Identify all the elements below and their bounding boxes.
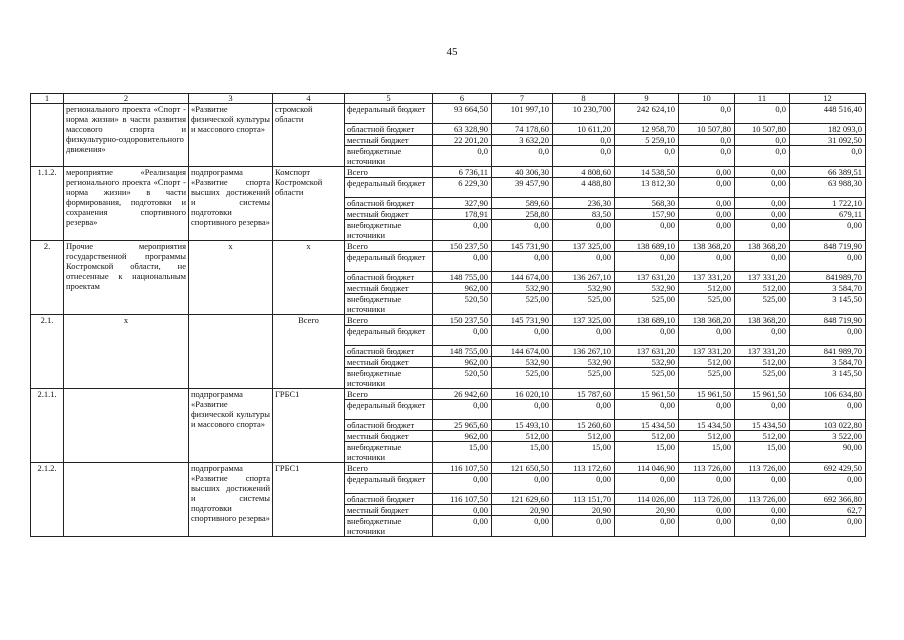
amount-cell: 137 631,20 (615, 272, 679, 283)
amount-cell: 0,00 (553, 400, 615, 420)
amount-cell: 512,00 (679, 283, 735, 294)
amount-cell: 0,00 (735, 167, 790, 178)
funding-source-cell: местный бюджет (345, 357, 433, 368)
funding-source-cell: федеральный бюджет (345, 178, 433, 198)
amount-cell: 113 726,00 (735, 463, 790, 474)
funding-source-cell: областной бюджет (345, 346, 433, 357)
amount-cell: 116 107,50 (433, 463, 492, 474)
amount-cell: 520,50 (433, 294, 492, 315)
amount-cell: 242 624,10 (615, 104, 679, 124)
amount-cell: 0,00 (735, 326, 790, 346)
header-cell: 7 (492, 94, 553, 104)
amount-cell: 848 719,90 (790, 241, 866, 252)
amount-cell: 0,0 (679, 135, 735, 146)
amount-cell: 0,0 (735, 104, 790, 124)
amount-cell: 150 237,50 (433, 241, 492, 252)
amount-cell: 15,00 (492, 442, 553, 463)
header-cell: 2 (64, 94, 189, 104)
amount-cell: 0,00 (553, 474, 615, 494)
amount-cell: 512,00 (679, 431, 735, 442)
amount-cell: 532,90 (553, 283, 615, 294)
program-cell: подпрограмма «Развитие спорта высших достижений и системы подготовки спортивного резерва» (189, 463, 273, 537)
amount-cell: 520,50 (433, 368, 492, 389)
funding-source-cell: Всего (345, 241, 433, 252)
amount-cell: 0,00 (492, 516, 553, 537)
amount-cell: 532,90 (492, 283, 553, 294)
amount-cell: 148 755,00 (433, 346, 492, 357)
amount-cell: 15 434,50 (615, 420, 679, 431)
amount-cell: 512,00 (492, 431, 553, 442)
amount-cell: 148 755,00 (433, 272, 492, 283)
amount-cell: 113 726,00 (679, 463, 735, 474)
amount-cell: 113 172,60 (553, 463, 615, 474)
amount-cell: 0,00 (790, 400, 866, 420)
amount-cell: 121 650,50 (492, 463, 553, 474)
amount-cell: 138 689,10 (615, 241, 679, 252)
table-row (31, 104, 866, 124)
amount-cell: 525,00 (679, 368, 735, 389)
header-cell: 4 (273, 94, 345, 104)
amount-cell: 5 259,10 (615, 135, 679, 146)
amount-cell: 0,00 (492, 400, 553, 420)
amount-cell: 20,90 (615, 505, 679, 516)
amount-cell: 0,0 (615, 146, 679, 167)
amount-cell: 83,50 (553, 209, 615, 220)
funding-source-cell: федеральный бюджет (345, 252, 433, 272)
amount-cell: 692 429,50 (790, 463, 866, 474)
funding-source-cell: местный бюджет (345, 135, 433, 146)
amount-cell: 136 267,10 (553, 346, 615, 357)
program-cell: «Развитие физической культуры и массового спорта» (189, 104, 273, 167)
amount-cell: 0,00 (735, 505, 790, 516)
amount-cell: 0,00 (735, 220, 790, 241)
amount-cell: 63 328,90 (433, 124, 492, 135)
amount-cell: 962,00 (433, 283, 492, 294)
amount-cell: 525,00 (492, 294, 553, 315)
header-cell: 10 (679, 94, 735, 104)
amount-cell: 568,30 (615, 198, 679, 209)
amount-cell: 0,0 (553, 146, 615, 167)
amount-cell: 15 961,50 (615, 389, 679, 400)
amount-cell: 3 145,50 (790, 294, 866, 315)
amount-cell: 10 507,80 (735, 124, 790, 135)
row-code-cell (31, 104, 64, 167)
amount-cell: 101 997,10 (492, 104, 553, 124)
amount-cell: 532,90 (615, 357, 679, 368)
program-cell: подпрограмма «Развитие спорта высших достижений и системы подготовки спортивного резерва» (189, 167, 273, 241)
amount-cell: 113 151,70 (553, 494, 615, 505)
header-cell: 1 (31, 94, 64, 104)
amount-cell: 0,00 (790, 326, 866, 346)
funding-source-cell: областной бюджет (345, 494, 433, 505)
amount-cell: 0,00 (433, 326, 492, 346)
amount-cell: 22 201,20 (433, 135, 492, 146)
program-cell: х (189, 241, 273, 315)
amount-cell: 0,0 (735, 135, 790, 146)
amount-cell: 512,00 (615, 431, 679, 442)
amount-cell: 0,00 (433, 220, 492, 241)
amount-cell: 15 961,50 (735, 389, 790, 400)
amount-cell: 0,00 (679, 167, 735, 178)
header-cell: 5 (345, 94, 433, 104)
amount-cell: 0,00 (433, 252, 492, 272)
event-name-cell: х (64, 315, 189, 389)
amount-cell: 512,00 (735, 283, 790, 294)
executor-cell: Всего (273, 315, 345, 389)
funding-source-cell: внебюджетные источники (345, 516, 433, 537)
amount-cell: 178,91 (433, 209, 492, 220)
amount-cell: 15,00 (735, 442, 790, 463)
amount-cell: 0,0 (433, 146, 492, 167)
amount-cell: 0,00 (615, 220, 679, 241)
amount-cell: 137 325,00 (553, 241, 615, 252)
amount-cell: 525,00 (553, 368, 615, 389)
amount-cell: 15 787,60 (553, 389, 615, 400)
amount-cell: 0,00 (492, 474, 553, 494)
amount-cell: 0,0 (790, 146, 866, 167)
amount-cell: 0,00 (679, 516, 735, 537)
amount-cell: 137 331,20 (679, 346, 735, 357)
amount-cell: 0,00 (679, 209, 735, 220)
amount-cell: 63 988,30 (790, 178, 866, 198)
amount-cell: 113 726,00 (679, 494, 735, 505)
row-code-cell: 2.1.1. (31, 389, 64, 463)
header-cell: 12 (790, 94, 866, 104)
amount-cell: 25 965,60 (433, 420, 492, 431)
amount-cell: 0,00 (492, 326, 553, 346)
amount-cell: 0,0 (553, 135, 615, 146)
row-code-cell: 2.1. (31, 315, 64, 389)
funding-source-cell: областной бюджет (345, 198, 433, 209)
amount-cell: 0,00 (790, 220, 866, 241)
amount-cell: 4 808,60 (553, 167, 615, 178)
amount-cell: 962,00 (433, 431, 492, 442)
amount-cell: 150 237,50 (433, 315, 492, 326)
funding-source-cell: федеральный бюджет (345, 104, 433, 124)
funding-source-cell: федеральный бюджет (345, 474, 433, 494)
amount-cell: 525,00 (492, 368, 553, 389)
amount-cell: 0,00 (735, 400, 790, 420)
table-row (31, 463, 866, 474)
header-cell: 11 (735, 94, 790, 104)
header-cell: 9 (615, 94, 679, 104)
amount-cell: 525,00 (735, 368, 790, 389)
amount-cell: 137 331,20 (735, 272, 790, 283)
amount-cell: 0,0 (735, 146, 790, 167)
funding-source-cell: внебюджетные источники (345, 294, 433, 315)
amount-cell: 0,00 (615, 516, 679, 537)
amount-cell: 66 389,51 (790, 167, 866, 178)
amount-cell: 0,0 (679, 104, 735, 124)
amount-cell: 10 611,20 (553, 124, 615, 135)
amount-cell: 692 366,80 (790, 494, 866, 505)
amount-cell: 137 331,20 (735, 346, 790, 357)
funding-source-cell: внебюджетные источники (345, 368, 433, 389)
funding-source-cell: местный бюджет (345, 505, 433, 516)
amount-cell: 15,00 (679, 442, 735, 463)
funding-source-cell: областной бюджет (345, 420, 433, 431)
amount-cell: 512,00 (679, 357, 735, 368)
amount-cell: 0,00 (492, 252, 553, 272)
amount-cell: 137 631,20 (615, 346, 679, 357)
table-header-row (31, 94, 866, 104)
amount-cell: 182 093,0 (790, 124, 866, 135)
amount-cell: 0,0 (492, 146, 553, 167)
amount-cell: 532,90 (553, 357, 615, 368)
amount-cell: 841989,70 (790, 272, 866, 283)
amount-cell: 525,00 (735, 294, 790, 315)
executor-cell: Комспорт Костромской области (273, 167, 345, 241)
amount-cell: 3 632,20 (492, 135, 553, 146)
amount-cell: 0,00 (679, 474, 735, 494)
amount-cell: 0,00 (735, 178, 790, 198)
amount-cell: 15 961,50 (679, 389, 735, 400)
amount-cell: 39 457,90 (492, 178, 553, 198)
amount-cell: 525,00 (679, 294, 735, 315)
amount-cell: 14 538,50 (615, 167, 679, 178)
amount-cell: 144 674,00 (492, 346, 553, 357)
amount-cell: 15,00 (433, 442, 492, 463)
page-number: 45 (446, 46, 458, 58)
amount-cell: 0,00 (433, 516, 492, 537)
amount-cell: 0,00 (615, 400, 679, 420)
amount-cell: 589,60 (492, 198, 553, 209)
amount-cell: 1 722,10 (790, 198, 866, 209)
amount-cell: 4 488,80 (553, 178, 615, 198)
amount-cell: 841 989,70 (790, 346, 866, 357)
amount-cell: 3 584,70 (790, 357, 866, 368)
amount-cell: 15,00 (615, 442, 679, 463)
amount-cell: 138 368,20 (679, 241, 735, 252)
amount-cell: 145 731,90 (492, 241, 553, 252)
amount-cell: 0,00 (679, 198, 735, 209)
amount-cell: 15 260,60 (553, 420, 615, 431)
funding-source-cell: внебюджетные источники (345, 146, 433, 167)
amount-cell: 16 020,10 (492, 389, 553, 400)
amount-cell: 512,00 (553, 431, 615, 442)
funding-source-cell: областной бюджет (345, 272, 433, 283)
table-row (31, 241, 866, 252)
amount-cell: 532,90 (615, 283, 679, 294)
amount-cell: 0,00 (790, 474, 866, 494)
amount-cell: 0,00 (735, 516, 790, 537)
funding-source-cell: внебюджетные источники (345, 442, 433, 463)
amount-cell: 848 719,90 (790, 315, 866, 326)
amount-cell: 103 022,80 (790, 420, 866, 431)
amount-cell: 0,00 (433, 505, 492, 516)
table-row (31, 315, 866, 326)
funding-source-cell: местный бюджет (345, 283, 433, 294)
amount-cell: 13 812,30 (615, 178, 679, 198)
amount-cell: 6 736,11 (433, 167, 492, 178)
amount-cell: 0,00 (433, 400, 492, 420)
header-cell: 3 (189, 94, 273, 104)
amount-cell: 20,90 (492, 505, 553, 516)
amount-cell: 0,00 (553, 326, 615, 346)
amount-cell: 525,00 (553, 294, 615, 315)
amount-cell: 15 434,50 (735, 420, 790, 431)
amount-cell: 679,11 (790, 209, 866, 220)
amount-cell: 26 942,60 (433, 389, 492, 400)
amount-cell: 0,00 (553, 252, 615, 272)
executor-cell: х (273, 241, 345, 315)
amount-cell: 0,00 (553, 516, 615, 537)
funding-source-cell: внебюджетные источники (345, 220, 433, 241)
amount-cell: 512,00 (735, 431, 790, 442)
amount-cell: 114 026,00 (615, 494, 679, 505)
amount-cell: 40 306,30 (492, 167, 553, 178)
program-cell: подпрограмма «Развитие физической культуры и массового спорта» (189, 389, 273, 463)
amount-cell: 0,00 (735, 198, 790, 209)
funding-source-cell: областной бюджет (345, 124, 433, 135)
funding-source-cell: Всего (345, 389, 433, 400)
amount-cell: 0,00 (679, 326, 735, 346)
amount-cell: 0,00 (679, 400, 735, 420)
amount-cell: 0,00 (735, 252, 790, 272)
amount-cell: 138 368,20 (735, 241, 790, 252)
amount-cell: 31 092,50 (790, 135, 866, 146)
amount-cell: 137 331,20 (679, 272, 735, 283)
header-cell: 6 (433, 94, 492, 104)
amount-cell: 962,00 (433, 357, 492, 368)
amount-cell: 236,30 (553, 198, 615, 209)
event-name-cell: Прочие мероприятия государственной программы Костромской области, не отнесенные к национальным проектам (64, 241, 189, 315)
amount-cell: 525,00 (615, 368, 679, 389)
amount-cell: 3 584,70 (790, 283, 866, 294)
funding-source-cell: Всего (345, 463, 433, 474)
event-name-cell (64, 389, 189, 463)
amount-cell: 116 107,50 (433, 494, 492, 505)
amount-cell: 15,00 (553, 442, 615, 463)
amount-cell: 137 325,00 (553, 315, 615, 326)
row-code-cell: 2.1.2. (31, 463, 64, 537)
amount-cell: 145 731,90 (492, 315, 553, 326)
amount-cell: 62,7 (790, 505, 866, 516)
row-code-cell: 2. (31, 241, 64, 315)
event-name-cell (64, 463, 189, 537)
amount-cell: 15 493,10 (492, 420, 553, 431)
amount-cell: 15 434,50 (679, 420, 735, 431)
amount-cell: 113 726,00 (735, 494, 790, 505)
table-row (31, 167, 866, 178)
amount-cell: 136 267,10 (553, 272, 615, 283)
amount-cell: 12 958,70 (615, 124, 679, 135)
amount-cell: 258,80 (492, 209, 553, 220)
amount-cell: 90,00 (790, 442, 866, 463)
amount-cell: 3 145,50 (790, 368, 866, 389)
amount-cell: 144 674,00 (492, 272, 553, 283)
amount-cell: 0,00 (615, 252, 679, 272)
amount-cell: 512,00 (735, 357, 790, 368)
amount-cell: 327,90 (433, 198, 492, 209)
funding-source-cell: местный бюджет (345, 209, 433, 220)
amount-cell: 10 230,700 (553, 104, 615, 124)
funding-source-cell: местный бюджет (345, 431, 433, 442)
table-row (31, 389, 866, 400)
program-cell (189, 315, 273, 389)
executor-cell: стромской области (273, 104, 345, 167)
amount-cell: 121 629,60 (492, 494, 553, 505)
amount-cell: 106 634,80 (790, 389, 866, 400)
amount-cell: 0,00 (553, 220, 615, 241)
amount-cell: 3 522,00 (790, 431, 866, 442)
amount-cell: 138 368,20 (735, 315, 790, 326)
amount-cell: 0,00 (679, 252, 735, 272)
amount-cell: 138 689,10 (615, 315, 679, 326)
amount-cell: 532,90 (492, 357, 553, 368)
amount-cell: 74 178,60 (492, 124, 553, 135)
amount-cell: 20,90 (553, 505, 615, 516)
amount-cell: 0,00 (790, 252, 866, 272)
amount-cell: 0,00 (790, 516, 866, 537)
amount-cell: 157,90 (615, 209, 679, 220)
funding-source-cell: федеральный бюджет (345, 400, 433, 420)
amount-cell: 0,00 (735, 209, 790, 220)
amount-cell: 10 507,80 (679, 124, 735, 135)
amount-cell: 0,00 (492, 220, 553, 241)
funding-source-cell: Всего (345, 167, 433, 178)
amount-cell: 525,00 (615, 294, 679, 315)
amount-cell: 0,00 (615, 474, 679, 494)
amount-cell: 138 368,20 (679, 315, 735, 326)
funding-source-cell: федеральный бюджет (345, 326, 433, 346)
amount-cell: 448 516,40 (790, 104, 866, 124)
amount-cell: 0,00 (615, 326, 679, 346)
row-code-cell: 1.1.2. (31, 167, 64, 241)
amount-cell: 0,00 (679, 505, 735, 516)
amount-cell: 0,00 (679, 220, 735, 241)
amount-cell: 0,00 (679, 178, 735, 198)
executor-cell: ГРБС1 (273, 389, 345, 463)
header-cell: 8 (553, 94, 615, 104)
event-name-cell: регионального проекта «Спорт - норма жизни» в части развития массового спорта и физкультурно-оздоровительного движения» (64, 104, 189, 167)
amount-cell: 0,00 (433, 474, 492, 494)
event-name-cell: мероприятие «Реализация регионального проекта «Спорт - норма жизни» в части формирования, подготовки и сохранения спортивного резерва» (64, 167, 189, 241)
budget-table (30, 93, 866, 537)
amount-cell: 114 046,90 (615, 463, 679, 474)
amount-cell: 93 664,50 (433, 104, 492, 124)
amount-cell: 0,00 (735, 474, 790, 494)
amount-cell: 6 229,30 (433, 178, 492, 198)
executor-cell: ГРБС1 (273, 463, 345, 537)
funding-source-cell: Всего (345, 315, 433, 326)
amount-cell: 0,0 (679, 146, 735, 167)
